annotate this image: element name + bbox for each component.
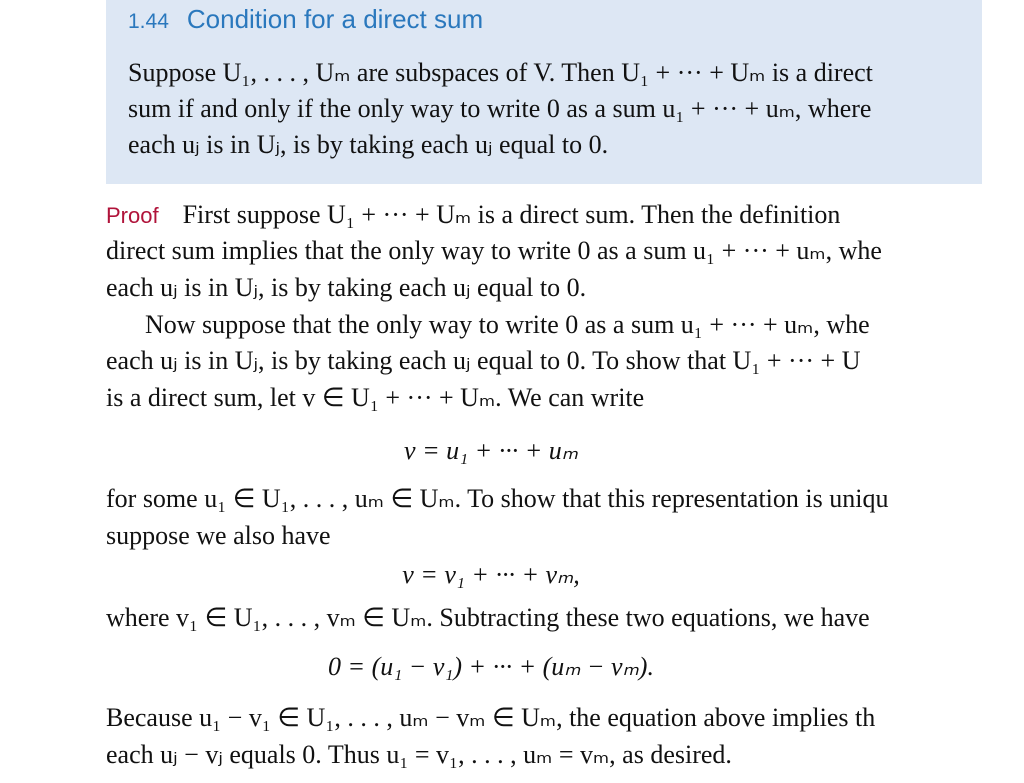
page-right-margin: [982, 0, 1024, 783]
proof-line-10: Because u₁ − v₁ ∈ U₁, . . . , uₘ − vₘ ∈ Uₘ, the equation above implies th: [106, 703, 876, 732]
proof-line-3: each uⱼ is in Uⱼ, is by taking each uⱼ equal to 0.: [106, 273, 587, 302]
theorem-line-2: sum if and only if the only way to write 0 as a sum u₁ + ··· + uₘ, where: [128, 94, 872, 123]
proof-line-5: each uⱼ is in Uⱼ, is by taking each uⱼ equal to 0. To show that U₁ + ··· + U: [106, 346, 861, 375]
proof-line-9: where v₁ ∈ U₁, . . . , vₘ ∈ Uₘ. Subtracting these two equations, we have: [106, 603, 870, 632]
proof-line-7: for some u₁ ∈ U₁, . . . , uₘ ∈ Uₘ. To show that this representation is uniqu: [106, 484, 889, 513]
proof-line-1-text: First suppose U₁ + ··· + Uₘ is a direct sum. Then the definition: [182, 200, 841, 229]
theorem-line-3: each uⱼ is in Uⱼ, is by taking each uⱼ equal to 0.: [128, 130, 609, 159]
proof-line-4: Now suppose that the only way to write 0 as a sum u₁ + ··· + uₘ, whe: [145, 310, 870, 339]
equation-2: v = v₁ + ··· + vₘ,: [402, 560, 580, 589]
proof-line-2: direct sum implies that the only way to write 0 as a sum u₁ + ··· + uₘ, whe: [106, 236, 882, 265]
equation-1: v = u₁ + ··· + uₘ: [404, 436, 578, 465]
proof-line-8: suppose we also have: [106, 521, 331, 550]
proof-line-11: each uⱼ − vⱼ equals 0. Thus u₁ = v₁, . . . , uₘ = vₘ, as desired.: [106, 740, 732, 769]
theorem-heading: [128, 4, 483, 35]
theorem-number: 1.44: [128, 10, 169, 33]
proof-line-6: is a direct sum, let v ∈ U₁ + ··· + Uₘ. We can write: [106, 383, 645, 412]
theorem-line-1: Suppose U₁, . . . , Uₘ are subspaces of V. Then U₁ + ··· + Uₘ is a direct: [128, 58, 873, 87]
proof-label: Proof: [106, 203, 159, 228]
equation-3: 0 = (u₁ − v₁) + ··· + (uₘ − vₘ).: [328, 652, 654, 681]
theorem-title: Condition for a direct sum: [186, 4, 484, 34]
proof-line-1: [106, 200, 840, 231]
